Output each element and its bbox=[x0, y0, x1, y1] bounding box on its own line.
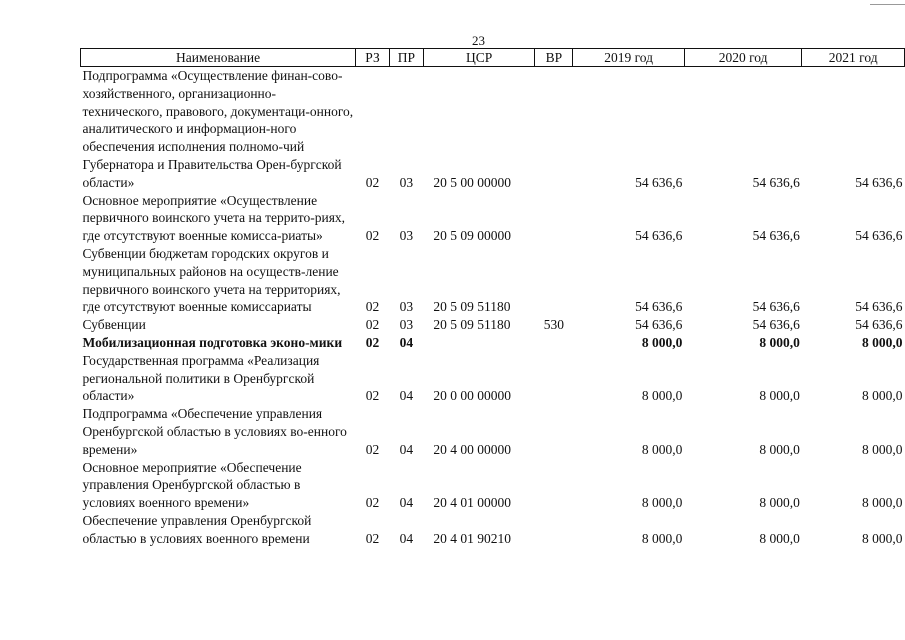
row-2019: 8 000,0 bbox=[641, 441, 683, 457]
row-pr: 04 bbox=[399, 441, 414, 457]
row-2020: 8 000,0 bbox=[759, 334, 800, 350]
header-rz: РЗ bbox=[356, 49, 390, 67]
row-2021: 8 000,0 bbox=[862, 388, 903, 404]
table-row bbox=[81, 245, 905, 316]
row-2019: 54 636,6 bbox=[635, 174, 683, 190]
row-pr: 04 bbox=[399, 495, 414, 511]
row-name: Основное мероприятие «Обеспечение управления Оренбургской областью в условиях военного времени» bbox=[82, 459, 302, 511]
row-rz: 02 bbox=[365, 495, 380, 511]
scan-edge-line bbox=[870, 4, 905, 5]
row-2021: 54 636,6 bbox=[855, 228, 903, 244]
header-pr: ПР bbox=[389, 49, 423, 67]
row-rz: 02 bbox=[365, 228, 380, 244]
row-name: Обеспечение управления Оренбургской областью в условиях военного времени bbox=[82, 512, 312, 546]
row-2020: 54 636,6 bbox=[752, 174, 800, 190]
row-2021: 8 000,0 bbox=[862, 334, 903, 350]
row-vr bbox=[535, 405, 573, 458]
row-vr bbox=[535, 334, 573, 352]
header-row bbox=[81, 49, 905, 67]
table-body bbox=[81, 67, 905, 548]
row-2020: 54 636,6 bbox=[752, 299, 800, 315]
row-name: Государственная программа «Реализация региональной политики в Оренбургской области» bbox=[82, 352, 320, 404]
row-2019: 8 000,0 bbox=[641, 495, 683, 511]
header-2021: 2021 год bbox=[802, 49, 905, 67]
row-2020: 8 000,0 bbox=[759, 495, 800, 511]
row-name: Подпрограмма «Осуществление финан-сово-хозяйственного, организационно-технического, правового, документаци-онного, аналитического и информацион-ного обеспечения исполнения полномо-чий Губернатора и Правительства Орен-бургской области» bbox=[82, 68, 354, 190]
row-2019: 8 000,0 bbox=[641, 530, 683, 546]
table-row bbox=[81, 405, 905, 458]
row-2020: 8 000,0 bbox=[759, 388, 800, 404]
row-vr bbox=[535, 459, 573, 512]
row-csr: 20 4 01 00000 bbox=[433, 495, 511, 511]
row-csr: 20 5 00 00000 bbox=[433, 174, 511, 190]
row-pr: 03 bbox=[399, 299, 414, 315]
row-2020: 54 636,6 bbox=[752, 228, 800, 244]
table-row bbox=[81, 67, 905, 192]
table-row bbox=[81, 352, 905, 405]
header-2019: 2019 год bbox=[573, 49, 685, 67]
table-row bbox=[81, 316, 905, 334]
row-rz: 02 bbox=[365, 441, 380, 457]
row-name: Подпрограмма «Обеспечение управления Оренбургской областью в условиях во-енного времени» bbox=[82, 406, 347, 457]
row-rz: 02 bbox=[365, 174, 380, 190]
row-2021: 8 000,0 bbox=[862, 441, 903, 457]
row-rz: 02 bbox=[365, 530, 380, 546]
row-rz: 02 bbox=[365, 334, 380, 350]
header-2020: 2020 год bbox=[684, 49, 802, 67]
row-2021: 54 636,6 bbox=[855, 317, 903, 333]
row-vr bbox=[535, 245, 573, 316]
row-name: Мобилизационная подготовка эконо-мики bbox=[82, 334, 343, 350]
row-2019: 54 636,6 bbox=[635, 299, 683, 315]
row-2019: 8 000,0 bbox=[641, 388, 683, 404]
table-row bbox=[81, 459, 905, 512]
row-pr: 04 bbox=[399, 334, 414, 350]
row-2020: 8 000,0 bbox=[759, 530, 800, 546]
header-csr: ЦСР bbox=[423, 49, 535, 67]
row-vr bbox=[535, 352, 573, 405]
row-csr: 20 5 09 00000 bbox=[433, 228, 511, 244]
budget-table bbox=[80, 48, 905, 548]
row-name: Основное мероприятие «Осуществление первичного воинского учета на террито-риях, где отсутствуют военные комисса-риаты» bbox=[82, 192, 346, 244]
row-vr: 530 bbox=[543, 317, 565, 333]
row-2019: 54 636,6 bbox=[635, 228, 683, 244]
row-vr bbox=[535, 67, 573, 192]
row-pr: 03 bbox=[399, 317, 414, 333]
table-row bbox=[81, 512, 905, 548]
row-2019: 8 000,0 bbox=[641, 334, 683, 350]
row-csr: 20 4 00 00000 bbox=[433, 441, 511, 457]
row-csr: 20 4 01 90210 bbox=[433, 530, 511, 546]
row-pr: 03 bbox=[399, 174, 414, 190]
row-2021: 54 636,6 bbox=[855, 174, 903, 190]
row-vr bbox=[535, 512, 573, 548]
row-csr bbox=[423, 334, 535, 352]
header-name: Наименование bbox=[81, 49, 356, 67]
table-row bbox=[81, 192, 905, 245]
row-csr: 20 5 09 51180 bbox=[433, 299, 511, 315]
page-number: 23 bbox=[472, 33, 485, 48]
row-name: Субвенции бюджетам городских округов и муниципальных районов на осуществ-ление первичного воинского учета на территориях, где отсутствуют военные комиссариаты bbox=[82, 245, 341, 315]
row-rz: 02 bbox=[365, 388, 380, 404]
row-pr: 04 bbox=[399, 530, 414, 546]
row-name: Субвенции bbox=[82, 317, 146, 333]
row-csr: 20 0 00 00000 bbox=[433, 388, 511, 404]
row-2021: 8 000,0 bbox=[862, 530, 903, 546]
table-header bbox=[81, 49, 905, 67]
row-2020: 54 636,6 bbox=[752, 317, 800, 333]
row-pr: 03 bbox=[399, 228, 414, 244]
row-csr: 20 5 09 51180 bbox=[433, 317, 511, 333]
table-row-section bbox=[81, 334, 905, 352]
row-2021: 8 000,0 bbox=[862, 495, 903, 511]
row-pr: 04 bbox=[399, 388, 414, 404]
row-rz: 02 bbox=[365, 299, 380, 315]
header-vr: ВР bbox=[535, 49, 573, 67]
row-vr bbox=[535, 192, 573, 245]
row-2019: 54 636,6 bbox=[635, 317, 683, 333]
row-2021: 54 636,6 bbox=[855, 299, 903, 315]
row-rz: 02 bbox=[365, 317, 380, 333]
row-2020: 8 000,0 bbox=[759, 441, 800, 457]
